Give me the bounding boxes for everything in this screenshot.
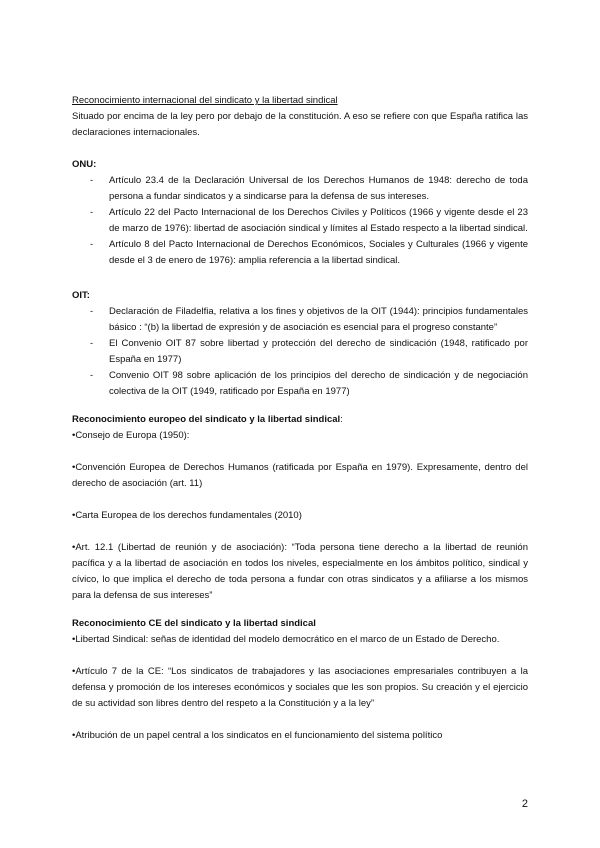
europe-title: Reconocimiento europeo del sindicato y la libertad sindical [72,414,341,425]
section-intro: Situado por encima de la ley pero por debajo de la constitución. A eso se refiere con que España ratifica las declaraciones internacionales. [72,111,528,138]
list-item: - Artículo 22 del Pacto Internacional de los Derechos Civiles y Políticos (1966 y vigente desde el 23 de marzo de 1976): libertad de asociación sindical y límites al Estado respecto a la libertad sindical. [72,205,528,237]
list-item: - Convenio OIT 98 sobre aplicación de los principios del derecho de sindicación y de negociación colectiva de la OIT (1949, ratificado por España en 1977) [72,368,528,400]
list-item: - Artículo 23.4 de la Declaración Universal de los Derechos Humanos de 1948: derecho de toda persona a fundar sindicatos y a sindicarse para la defensa de sus intereses. [72,173,528,205]
section-title-international: Reconocimiento internacional del sindicato y la libertad sindical [72,95,338,106]
list-item: •Atribución de un papel central a los sindicatos en el funcionamiento del sistema político [72,730,443,741]
list-item: •Artículo 7 de la CE: “Los sindicatos de trabajadores y las asociaciones empresariales contribuyen a la defensa y promoción de los intereses económicos y sociales que les son propios. Su creación y el ejercicio de su actividad son libres dentro del respeto a la Constitución y a la ley” [72,666,528,709]
oit-label: OIT: [72,290,90,301]
list-item: - Artículo 8 del Pacto Internacional de Derechos Económicos, Sociales y Culturales (1966 y vigente desde el 3 de enero de 1976): amplia referencia a la libertad sindical. [72,237,528,269]
onu-list [72,173,528,269]
page-number: 2 [521,798,528,810]
list-item: •Art. 12.1 (Libertad de reunión y de asociación): “Toda persona tiene derecho a la libertad de reunión pacífica y a la libertad de asociación en todos los niveles, especialmente en los ámbitos político, sindical y cívico, lo que implica el derecho de toda persona a fundar con otras sindicatos y a afiliarse a los mismos para la defensa de sus intereses” [72,542,528,601]
list-item: - Declaración de Filadelfia, relativa a los fines y objetivos de la OIT (1944): principios fundamentales básico : “(b) la libertad de expresión y de asociación es esencial para el progreso constante” [72,304,528,336]
list-item: - El Convenio OIT 87 sobre libertad y protección del derecho de sindicación (1948, ratificado por España en 1977) [72,336,528,368]
europe-title-suffix: : [340,414,343,425]
section-title-europe [72,412,528,428]
list-item: •Libertad Sindical: señas de identidad del modelo democrático en el marco de un Estado de Derecho. [72,634,500,645]
oit-list [72,304,528,400]
section-title-ce: Reconocimiento CE del sindicato y la libertad sindical [72,618,316,629]
list-item: •Convención Europea de Derechos Humanos (ratificada por España en 1979). Expresamente, dentro del derecho de asociación (art. 11) [72,462,528,489]
list-item: •Consejo de Europa (1950): [72,430,190,441]
list-item: •Carta Europea de los derechos fundamentales (2010) [72,510,302,521]
page-content [72,93,528,744]
onu-label: ONU: [72,159,97,170]
